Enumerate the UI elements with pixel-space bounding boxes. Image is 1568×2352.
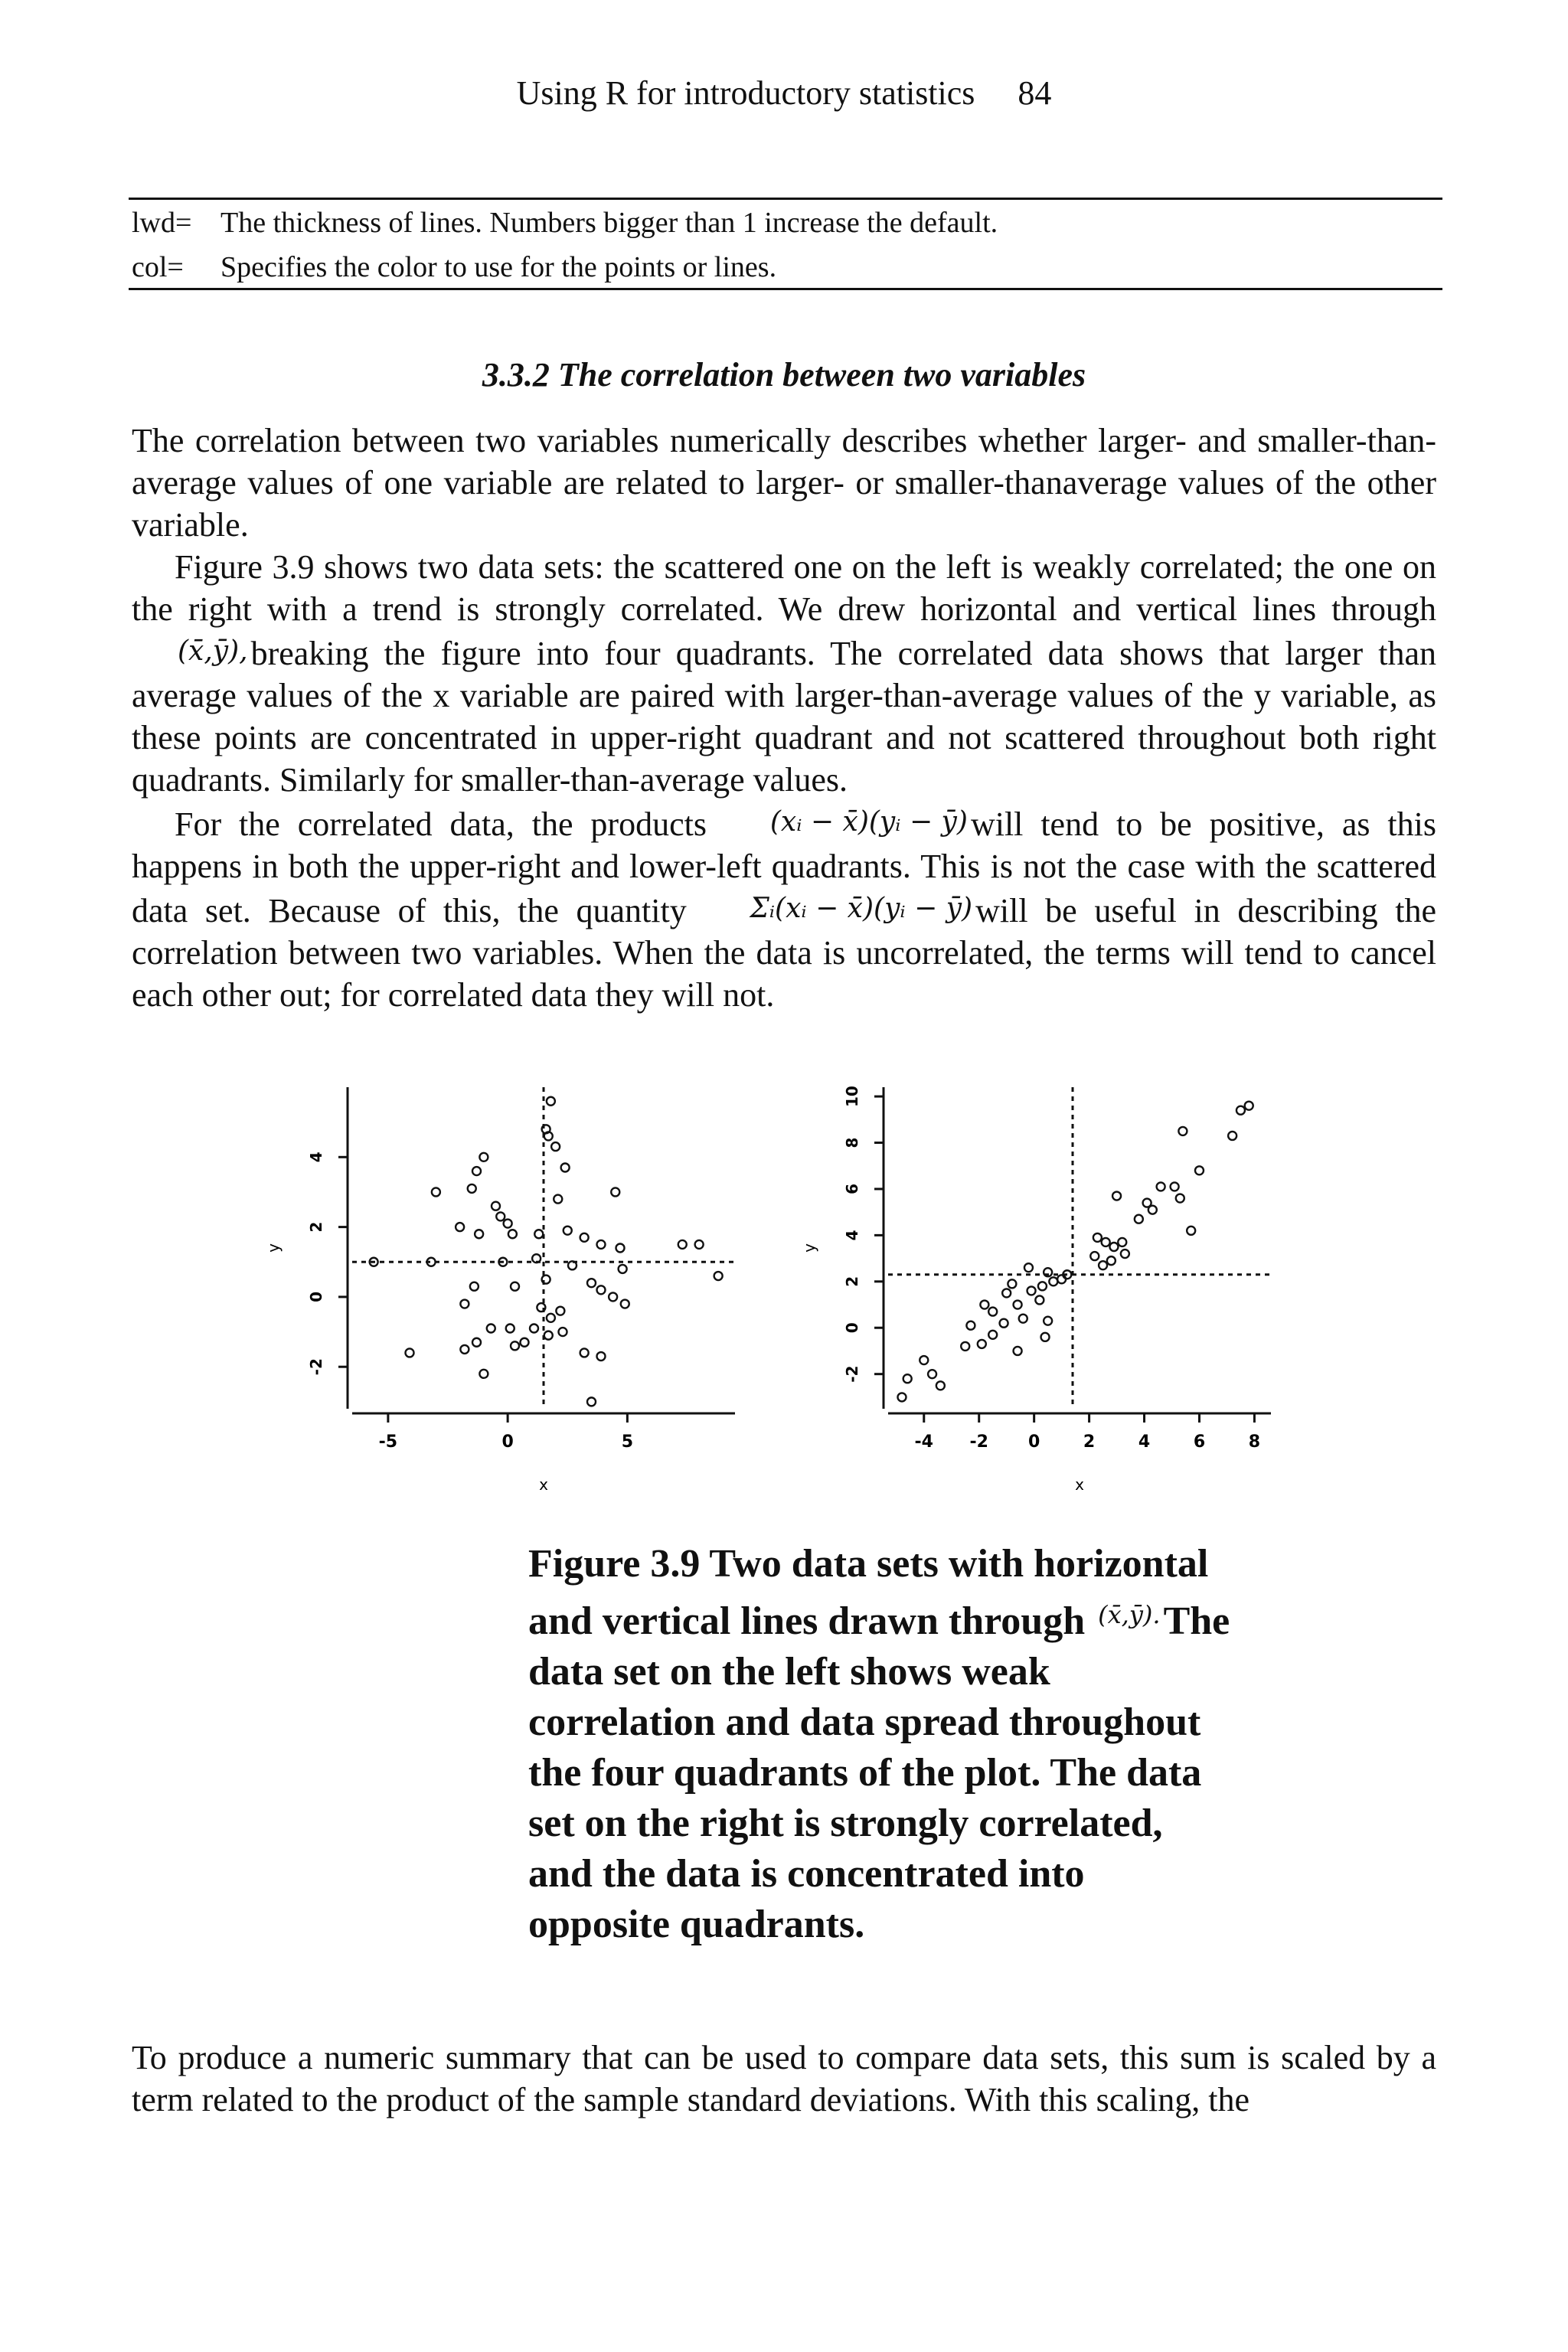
data-point (611, 1187, 619, 1196)
x-tick-label: 0 (501, 1432, 514, 1452)
scatter-panel-left (264, 1087, 735, 1494)
data-point (1093, 1233, 1102, 1242)
data-point (559, 1328, 567, 1336)
paragraph (132, 546, 1436, 801)
paragraph-text: For the correlated data, the products (175, 805, 707, 843)
data-point (492, 1202, 500, 1210)
data-point (1178, 1127, 1187, 1135)
caption-mean-point: (x̄,ȳ). (1098, 1600, 1161, 1629)
data-point (554, 1195, 562, 1204)
data-point (966, 1321, 975, 1330)
y-tick-label: 4 (843, 1230, 861, 1241)
paragraph-text: will be useful in describing the correlation between two variables. When the data is uncorrelated, the terms will tend to cancel each other out; for correlated data they will not. (132, 892, 1437, 1014)
data-point (1000, 1319, 1008, 1328)
data-point (1041, 1333, 1050, 1341)
data-point (1027, 1286, 1036, 1295)
data-point (587, 1279, 596, 1287)
data-point (695, 1240, 704, 1249)
data-point (496, 1212, 505, 1220)
arg-description: The thickness of lines. Numbers bigger than 1 increase the default. (220, 207, 998, 239)
mean-point-formula: (x̄,ȳ), (178, 635, 248, 667)
data-point (580, 1348, 589, 1357)
arg-name: col= (132, 251, 184, 283)
data-point (920, 1356, 928, 1364)
data-point (432, 1187, 440, 1196)
figure-3-9-scatterplots (264, 1072, 1302, 1501)
data-point (1112, 1192, 1121, 1200)
data-point (511, 1341, 519, 1350)
body-text (132, 420, 1436, 1016)
data-point (988, 1308, 997, 1316)
y-tick-label: 0 (307, 1291, 325, 1302)
data-point (1107, 1256, 1116, 1265)
data-point (597, 1285, 606, 1294)
data-point (1019, 1315, 1027, 1323)
data-point (897, 1393, 906, 1401)
x-tick-label: 6 (1193, 1432, 1206, 1452)
data-point (936, 1381, 945, 1390)
data-point (1187, 1227, 1195, 1235)
data-point (475, 1230, 483, 1238)
data-point (472, 1167, 481, 1175)
table-row (132, 201, 1433, 245)
running-header (0, 74, 1568, 113)
data-point (619, 1265, 627, 1273)
data-point (978, 1340, 986, 1348)
data-point (1014, 1347, 1022, 1355)
table-bottom-rule (129, 288, 1442, 290)
data-point (678, 1240, 687, 1249)
x-tick-label: 0 (1027, 1432, 1040, 1452)
data-point (980, 1301, 988, 1309)
data-point (460, 1300, 469, 1308)
data-point (456, 1223, 464, 1231)
data-point (468, 1184, 476, 1193)
data-point (564, 1227, 572, 1235)
data-point (597, 1352, 606, 1361)
caption-text: The data set on the left shows weak correlation and data spread throughout the four quadrants of the plot. The data set on the right is strongly correlated, and the data is concentrated into opposite quadrants. (528, 1599, 1230, 1946)
y-axis-label: y (264, 1243, 283, 1253)
data-point (506, 1325, 514, 1333)
y-tick-label: 8 (843, 1137, 861, 1148)
scatter-panel-right (800, 1086, 1271, 1494)
data-point (961, 1342, 969, 1351)
paragraph-text: Figure 3.9 shows two data sets: the scattered one on the left is weakly correlated; the one on the right with a trend is strongly correlated. We drew horizontal and vertical lines through (132, 548, 1436, 628)
data-point (544, 1331, 553, 1340)
running-title: Using R for introductory statistics (516, 74, 975, 112)
data-point (470, 1282, 479, 1291)
products-formula: (xᵢ − x̄)(yᵢ − ȳ) (769, 806, 968, 838)
x-tick-label: -5 (378, 1432, 398, 1452)
data-point (1157, 1182, 1165, 1191)
data-point (1035, 1295, 1044, 1304)
data-point (1024, 1263, 1033, 1272)
data-point (903, 1374, 912, 1383)
data-point (616, 1244, 625, 1253)
x-tick-label: 8 (1248, 1432, 1261, 1452)
data-point (1102, 1238, 1110, 1246)
y-axis-label: y (800, 1243, 818, 1253)
data-point (542, 1276, 550, 1284)
paragraph: The correlation between two variables numerically describes whether larger- and smaller-than-average values of one variable are related to larger- or smaller-thanaverage values of the other variable. (132, 422, 1436, 544)
data-point (479, 1153, 488, 1161)
y-tick-label: 2 (307, 1221, 325, 1233)
y-tick-label: 0 (843, 1322, 861, 1334)
data-point (1236, 1106, 1245, 1115)
sum-formula: Σᵢ(xᵢ − x̄)(yᵢ − ȳ) (750, 893, 973, 924)
arg-name: lwd= (132, 207, 192, 239)
data-point (534, 1230, 543, 1238)
arg-description: Specifies the color to use for the points or lines. (220, 251, 777, 283)
y-tick-label: 4 (307, 1152, 325, 1163)
data-point (714, 1272, 723, 1280)
data-point (556, 1307, 564, 1315)
data-point (1057, 1275, 1066, 1283)
data-point (928, 1370, 936, 1378)
x-tick-label: -4 (914, 1432, 933, 1452)
y-tick-label: 2 (843, 1276, 861, 1287)
data-point (1135, 1215, 1143, 1223)
data-point (547, 1314, 555, 1322)
data-point (1008, 1279, 1016, 1288)
data-point (1171, 1182, 1179, 1191)
data-point (1228, 1132, 1236, 1140)
data-point (1090, 1252, 1099, 1260)
data-point (597, 1240, 606, 1249)
paragraph-text: breaking the figure into four quadrants. The correlated data shows that larger than average values of the x variable are paired with larger-than-average values of the y variable, as these points are concentrated in upper-right quadrant and not scattered throughout both right quadrants. Similarly for smaller-than-average values. (132, 635, 1436, 799)
x-tick-label: 2 (1083, 1432, 1096, 1452)
x-axis-label: x (539, 1475, 548, 1494)
data-point (621, 1300, 629, 1308)
data-point (1118, 1238, 1126, 1246)
caption-label: Figure 3.9 (528, 1542, 701, 1586)
y-tick-label: -2 (307, 1358, 325, 1376)
data-point (537, 1303, 545, 1312)
paragraph (132, 801, 1436, 1016)
data-point (472, 1338, 481, 1347)
data-point (551, 1142, 560, 1151)
y-tick-label: 10 (843, 1086, 861, 1108)
x-tick-label: 4 (1138, 1432, 1151, 1452)
data-point (479, 1370, 488, 1378)
data-point (504, 1220, 512, 1228)
section-title: 3.3.2 The correlation between two variables (482, 356, 1086, 394)
data-point (406, 1348, 414, 1357)
data-point (580, 1233, 589, 1242)
data-point (508, 1230, 517, 1238)
page-number: 84 (1018, 74, 1052, 112)
data-point (521, 1338, 529, 1347)
data-point (487, 1325, 495, 1333)
paragraph: To produce a numeric summary that can be used to compare data sets, this sum is scaled by a term related to the product of the sample standard deviations. With this scaling, the (132, 2039, 1436, 2118)
data-point (1002, 1289, 1011, 1297)
data-point (547, 1097, 555, 1106)
data-point (1099, 1261, 1107, 1269)
data-point (1049, 1277, 1057, 1285)
data-point (609, 1292, 617, 1301)
y-tick-label: -2 (843, 1365, 861, 1383)
data-point (511, 1282, 519, 1291)
data-point (1038, 1282, 1047, 1290)
x-tick-label: 5 (621, 1432, 634, 1452)
data-point (988, 1331, 997, 1339)
data-point (1014, 1301, 1022, 1309)
data-point (1121, 1250, 1129, 1258)
data-point (460, 1345, 469, 1354)
data-point (1245, 1102, 1253, 1110)
paragraph-text: will tend to be positive, as this happens in both the upper-right and lower-left quadrants. This is not the case with the scattered data set. Because of this, the quantity (132, 805, 1436, 929)
data-point (1109, 1243, 1118, 1251)
data-point (530, 1325, 538, 1333)
table-top-rule (129, 198, 1442, 200)
data-point (1044, 1317, 1052, 1325)
x-tick-label: -2 (969, 1432, 988, 1452)
table-row (132, 245, 1433, 289)
caption-text: Two data sets with horizontal and vertical lines drawn through (528, 1542, 1209, 1643)
data-point (1195, 1166, 1204, 1174)
data-point (568, 1261, 577, 1269)
figure-caption (528, 1539, 1233, 1950)
x-axis-label: x (1075, 1475, 1084, 1494)
data-point (561, 1164, 570, 1172)
data-point (1176, 1194, 1184, 1203)
y-tick-label: 6 (843, 1183, 861, 1194)
data-point (1148, 1206, 1157, 1214)
data-point (587, 1397, 596, 1406)
argument-table (132, 201, 1433, 289)
